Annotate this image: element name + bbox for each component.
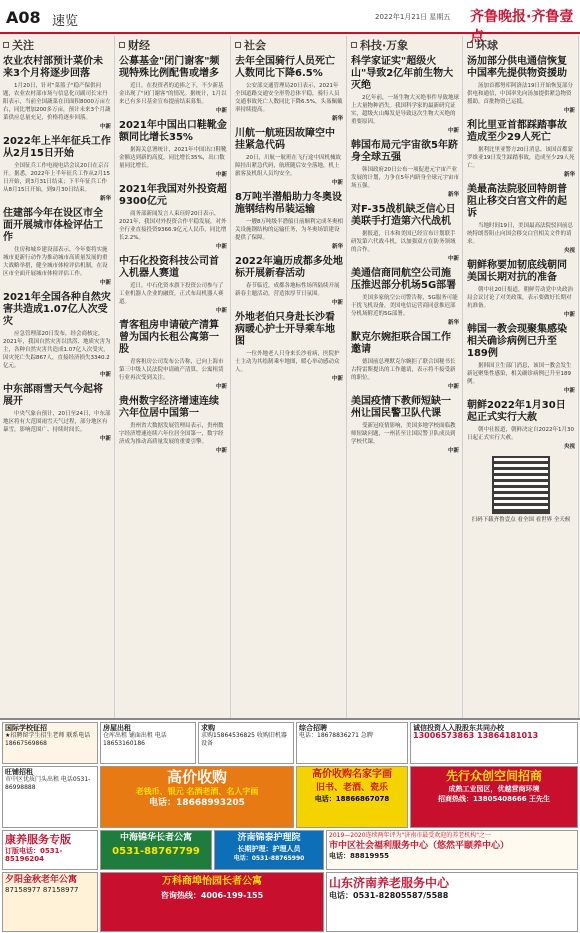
article-body: 当地时间19日，美国最高法院驳回前总统特朗普阻止向国会移交白宫相关文件的请求。 (467, 223, 573, 245)
article-headline: 2021年我国对外投资超9300亿元 (119, 184, 227, 207)
ad-calligraphy-purchase (296, 766, 408, 828)
article-body: 春节临近，成都各地标性场所陆续开展新春主题活动，营造浓厚节日氛围。 (235, 283, 340, 297)
article-body: 一艘8万吨级半潜船日前顺利完成冬奥相关设施钢结构的运输任务，为冬奥场馆建设提供了保障。 (235, 219, 343, 241)
article-headline: 美最高法院驳回特朗普阻止移交白宫文件的起诉 (467, 184, 567, 219)
article-source: 新华 (447, 320, 459, 326)
ad-senior-apartment (100, 830, 212, 870)
article (235, 56, 343, 122)
ad-title: 求购 (201, 724, 215, 732)
article-source: 中新 (447, 384, 459, 390)
square-icon (119, 42, 125, 48)
article-body: 青客租房公司发布公告称，已向上海市第三中级人民法院申请破产清算，公寓租赁行业再次受到关注。 (119, 359, 224, 381)
ad-phone: 0531-88767799 (112, 846, 200, 857)
article-source: 新华 (331, 116, 343, 122)
article (467, 260, 575, 318)
article-body: 应急管理部20日发布，经会商核定，2021年，我国自然灾害以洪涝、地质灾害为主，各种自然灾害共造成1.07亿人次受灾，因灾死亡失踪867人，直接经济损失3340.2亿元。 (3, 331, 111, 369)
classified-ads (0, 718, 580, 933)
article (235, 312, 343, 382)
article-headline: 韩国一教会现聚集感染相关确诊病例已升至189例 (467, 324, 567, 359)
column-tag (351, 38, 459, 52)
article-body: 受新冠疫情影响，美国多地学校面临教师短缺问题，一州甚至让国民警卫队成员到学校代课。 (351, 423, 456, 445)
article-source: 中新 (447, 256, 459, 262)
article-headline: 朝鲜称要加韧底线朝同美国长期对抗的准备 (467, 260, 567, 283)
news-column (348, 36, 463, 718)
ad-line: 长期护理：护理人员 (237, 845, 301, 853)
column-tag (119, 38, 227, 52)
article-source: 中新 (215, 384, 227, 390)
article-headline: 2021年全国各种自然灾害共造成1.07亿人次受灾 (3, 292, 111, 327)
article-body: 贵州省大数据发展管理局表示，贵州数字经济增速连续六年位居全国第一，数字经济成为推动高质量发展的重要引擎。 (119, 423, 224, 445)
ad-shop-rent (2, 766, 98, 828)
article (351, 268, 459, 326)
ad-vanke-apartment (100, 872, 324, 932)
article (467, 184, 575, 254)
square-icon (467, 42, 473, 48)
article-headline: 青客租房申请破产清算曾为国内长租公寓第一股 (119, 320, 219, 355)
article-body: 全国征兵工作电视电话会议20日在京召开。据悉，2022年上半年征兵工作从2月15日开始，到3月31日结束；下半年征兵工作从8月15日开始，到9月30日结束。 (3, 163, 110, 193)
ad-phone: 电话：0531-88765990 (233, 855, 305, 862)
article-body: 德国前总理默克尔婉拒了联合国秘书长古特雷斯提出的工作邀请，表示将不接受新的职位。 (351, 359, 456, 381)
article-source: 央视 (563, 248, 575, 254)
issue-date: 2022年1月21日 星期五 (375, 13, 451, 21)
newspaper-logo: 齐鲁晚报·齐鲁壹点 (470, 9, 574, 45)
ad-nursing-home (214, 830, 324, 870)
article-source: 中新 (215, 108, 227, 114)
ad-title: 先行众创空间招商 (445, 769, 542, 783)
article-headline: 汤加部分供电通信恢复中国率先提供物资援助 (467, 56, 567, 79)
article (351, 204, 459, 262)
article-headline: 美国疫情下教师短缺一州让国民警卫队代课 (351, 396, 451, 419)
article-body: 朝中社报道，朝鲜决定自2022年1月30日起正式实行大赦。 (467, 427, 574, 441)
ad-recruit (296, 722, 408, 764)
page-header (0, 0, 580, 45)
article (235, 256, 343, 306)
article-body: 据报道，日本和美国已经宣布计划联手研发第六代战斗机，以加强双方在防务领域的合作。 (351, 231, 456, 253)
article-headline: 公募基金"闭门谢客"频现特殊比例配售或增多 (119, 56, 220, 79)
ad-title: 济南锦泰护理院 (237, 833, 301, 843)
article (467, 400, 575, 450)
qr-code-icon (492, 456, 550, 514)
article-headline: 贵州数字经济增速连续六年位居中国第一 (119, 396, 219, 419)
article-body: 据海关总署统计，2021年中国出口鞋靴金额达到新的高度，同比增长35%，出口数量同比增长。 (119, 147, 227, 169)
ad-title: 中海锦华长者公寓 (119, 833, 192, 843)
article (119, 184, 227, 250)
article-headline: 2022年遍历成都多处地标开展新春活动 (235, 256, 343, 279)
section-title: 速览 (52, 14, 79, 29)
ad-startup-space (410, 766, 578, 828)
article-source: 新华 (331, 244, 343, 250)
ad-title: 高价收购 (166, 768, 227, 786)
page-number: A08 (6, 8, 41, 27)
article (3, 56, 111, 130)
article-headline: 对F-35战机缺乏信心日美联手打造第六代战机 (351, 204, 456, 227)
article (119, 320, 227, 390)
ad-title: 旺铺招租 (5, 768, 33, 776)
article (3, 292, 111, 378)
ad-title: 诚信投资人入股股东共同办校 (413, 724, 504, 732)
article-headline: 去年全国骑行人员死亡人数同比下降6.5% (235, 56, 335, 79)
article (467, 56, 575, 114)
ad-text: ★招聘留学生招生老师 联系电话18667569868 (5, 732, 91, 747)
article-headline: 2021年中国出口鞋靴金额同比增长35% (119, 120, 227, 143)
ad-phone: 电话：18866867078 (314, 795, 390, 803)
article (351, 332, 459, 390)
article-source: 央视 (563, 444, 575, 450)
article-body: 一位外地老人只身来长沙看病，医院护士主动为其绘制乘车地图，暖心举动感动众人。 (235, 351, 340, 373)
ad-line: 旧书、老酒、瓷乐 (315, 783, 388, 793)
ad-title: 国际学校征招 (5, 724, 47, 732)
ad-title: 市中区社会福利服务中心（悠然平颐养中心） (329, 841, 510, 851)
column-tag-label: 关注 (12, 39, 34, 52)
ad-title: 万科商埠怡园长者公寓 (162, 876, 262, 887)
article-source: 中新 (99, 280, 111, 286)
column-tag (467, 38, 575, 52)
article-body: 2亿年前，一场生物大灭绝事件导致地球上大量物种消失。我国科学家的最新研究证实，超级火山爆发是导致这次生物大灭绝的重要原因。 (351, 95, 459, 125)
article-body: 公安部交通管理局20日表示，2021年全国道路交通安全形势总体平稳，骑行人员交通事故死亡人数同比下降6.5%，头盔佩戴率持续提高。 (235, 83, 343, 113)
article-headline: 中东部雨雪天气今起将展开 (3, 384, 103, 407)
article (119, 256, 227, 314)
article-headline: 川航一航班因故障空中挂紧急代码 (235, 128, 335, 151)
article-body: 汤加首都努库阿洛法19日开始恢复部分供电和通信，中国率先向汤加提供紧急物资援助，首批物资已运抵。 (467, 83, 573, 105)
square-icon (351, 42, 357, 48)
article-headline: 中石化投资科技公司首入机器人赛道 (119, 256, 219, 279)
article (3, 384, 111, 442)
article-source: 新华 (447, 192, 459, 198)
ad-title: 高价收购名家字画 (312, 769, 392, 780)
ad-line: 成熟工业园区，优越营商环境 (448, 785, 540, 793)
article-source: 中新 (563, 312, 575, 318)
ad-purchase (198, 722, 294, 764)
article-body: 朝中社20日报道，朝鲜劳动党中央政治局会议讨论了对美政策，表示要做好长期对抗准备。 (467, 287, 573, 309)
ad-welfare-center (326, 830, 578, 870)
ad-text: 仓库出租 铺面出租 电话18653160186 (103, 732, 167, 747)
article-source: 中新 (215, 172, 227, 178)
ad-title: 康养服务专版 (5, 833, 71, 846)
ad-senior-home (2, 872, 98, 932)
article (119, 396, 227, 454)
ad-school-recruit (2, 722, 98, 764)
ad-phone: 电话：18668993205 (149, 798, 245, 808)
article-source: 中新 (331, 180, 343, 186)
article-source: 中新 (99, 436, 111, 442)
column-tag (3, 38, 111, 52)
column-tag-label: 科技·万象 (360, 39, 409, 52)
article-source: 中新 (331, 300, 343, 306)
ad-title: 夕阳金秋老年公寓 (5, 875, 78, 885)
ad-phone: 87158977 87158977 (5, 886, 79, 894)
ad-phone: 招商热线：13805408666 王先生 (437, 795, 550, 803)
ad-text: 市中区优质门头出租 电话0531-86998888 (5, 776, 91, 791)
article-body: 1月20日，针对"菜篮子"稳产保供问题，农业农村部市场与信息化司副司长宋丹阳表示，当前全国蔬菜在田面积8000万亩左右，同比增加200多万亩，预计未来3个月蔬菜供应总量充足，价格将逐步回落。 (3, 83, 111, 121)
ad-line: 老钱币、银元 名酒老酒、名人字画 (135, 787, 259, 796)
ad-phone: 电话：0531-82805587/5588 (329, 891, 449, 900)
article-headline: 住建部今年在设区市全面开展城市体检评估工作 (3, 208, 103, 243)
article (3, 208, 111, 286)
ad-coin-purchase (100, 766, 294, 828)
column-tag-label: 环球 (476, 39, 498, 52)
news-columns (0, 36, 580, 718)
ad-title: 房屋出租 (103, 724, 131, 732)
ad-phone: 咨询热线：4006-199-155 (160, 891, 264, 900)
article (235, 128, 343, 186)
article (3, 136, 111, 202)
ad-phone: 订版电话：0531-85196204 (5, 847, 63, 863)
article-body: 韩国政府20日公布一项促进元宇宙产业发展的计划，力争在5年内跻身全球元宇宙市场五强。 (351, 167, 459, 189)
article-body: 据利比里亚警方20日消息，该国首都蒙罗维亚19日发生踩踏事故，造成至少29人死亡。 (467, 147, 575, 169)
article-source: 中新 (331, 376, 343, 382)
article (119, 120, 227, 178)
news-column (464, 36, 579, 718)
article (467, 120, 575, 178)
article-body: 近日，中石化资本旗下投资公司参与了工业机器人企业的融资，正式布局机器人赛道。 (119, 283, 224, 305)
news-column (116, 36, 231, 718)
article (467, 324, 575, 394)
article-body: 住房和城乡建设部表示，今年要将实施城市更新行动作为推动城市高质量发展的重大战略举措，健全城市体检评估机制，在设区市全面开展城市体检评估工作。 (3, 247, 108, 277)
news-column (0, 36, 115, 718)
article-headline: 韩国布局元宇宙欲5年跻身全球五强 (351, 140, 458, 163)
article-source: 中新 (447, 448, 459, 454)
article-source: 中新 (447, 128, 459, 134)
article-source: 中新 (563, 108, 575, 114)
ad-phone: 13006573863 13864181013 (413, 731, 539, 740)
article-body: 20日，川航一航班在飞行途中因机械故障挂出紧急代码，航班随后安全落地，机上旅客及机组人员均安全。 (235, 155, 341, 177)
article (351, 396, 459, 454)
article-source: 中新 (99, 372, 111, 378)
article (119, 56, 227, 114)
article-body: 美国多家航空公司警告称，5G服务可能干扰飞机设备，美国电信运营商同意推迟部分机场附近的5G部署。 (351, 295, 458, 317)
article-source: 中新 (563, 388, 575, 394)
ad-house-rent (100, 722, 196, 764)
column-tag-label: 社会 (244, 39, 266, 52)
ad-care-section (2, 830, 98, 870)
article-headline: 8万吨半潜船助力冬奥设施钢结构吊装运输 (235, 192, 342, 215)
article-source: 中新 (215, 308, 227, 314)
ad-title: 山东济南养老服务中心 (329, 876, 450, 890)
article-body: 近日，在投资者的追捧之下，不少新基金出现了"闭门谢客"的情况。据统计，1月以来已有多只基金宣布提前结束募集。 (119, 83, 227, 105)
article (351, 140, 459, 198)
column-tag-label: 财经 (128, 39, 150, 52)
article-source: 新华 (99, 196, 111, 202)
ad-elderly-service-center (326, 872, 578, 932)
ad-phone: 电话：88819955 (329, 852, 389, 860)
article-headline: 外地老伯只身赴长沙看病暖心护士开导乘车地图 (235, 312, 335, 347)
ad-note: 2019—2020连续两年评为"济南市最受欢迎的养老机构"之一 (329, 832, 492, 839)
article-body: 据韩国卫生部门消息，该国一教会发生新冠聚集性感染，相关确诊病例已升至189例。 (467, 363, 572, 385)
qr-caption: 扫码下载齐鲁壹点 看全国 看世界 全天候 (471, 517, 571, 523)
ad-title: 综合招聘 (299, 724, 327, 732)
square-icon (235, 42, 241, 48)
article-headline: 利比里亚首都踩踏事故造成至少29人死亡 (467, 120, 567, 143)
article-headline: 朝鲜2022年1月30日起正式实行大赦 (467, 400, 566, 423)
ad-text: 电话：18678836271 急聘 (299, 732, 373, 739)
article-body: 商务部新闻发言人束珏婷20日表示，2021年，我国对外投资合作平稳发展，对外全行业直接投资9366.9亿元人民币，同比增长2.2%。 (119, 211, 227, 241)
article (351, 56, 459, 134)
news-column (232, 36, 347, 718)
article-headline: 2022年上半年征兵工作从2月15日开始 (3, 136, 111, 159)
ad-text: 求购15864536825 收购旧机器设备 (201, 732, 287, 747)
square-icon (3, 42, 9, 48)
article-headline: 农业农村部预计菜价未来3个月将逐步回落 (3, 56, 103, 79)
article-source: 中新 (99, 124, 111, 130)
column-tag (235, 38, 343, 52)
article-headline: 美通信商同航空公司施压推迟部分机场5G部署 (351, 268, 457, 291)
article-source: 中新 (215, 244, 227, 250)
article-source: 新华 (563, 172, 575, 178)
article-headline: 科学家证实"超级火山"导致2亿年前生物大灭绝 (351, 56, 454, 91)
article-headline: 默克尔婉拒联合国工作邀请 (351, 332, 451, 355)
ad-investor (410, 722, 578, 764)
article-body: 中央气象台预计，20日至24日，中东部地区将有大范围雨雪天气过程，部分地区有暴雪，影响范围广、持续时间长。 (3, 411, 111, 433)
article (235, 192, 343, 250)
article-source: 中新 (215, 448, 227, 454)
